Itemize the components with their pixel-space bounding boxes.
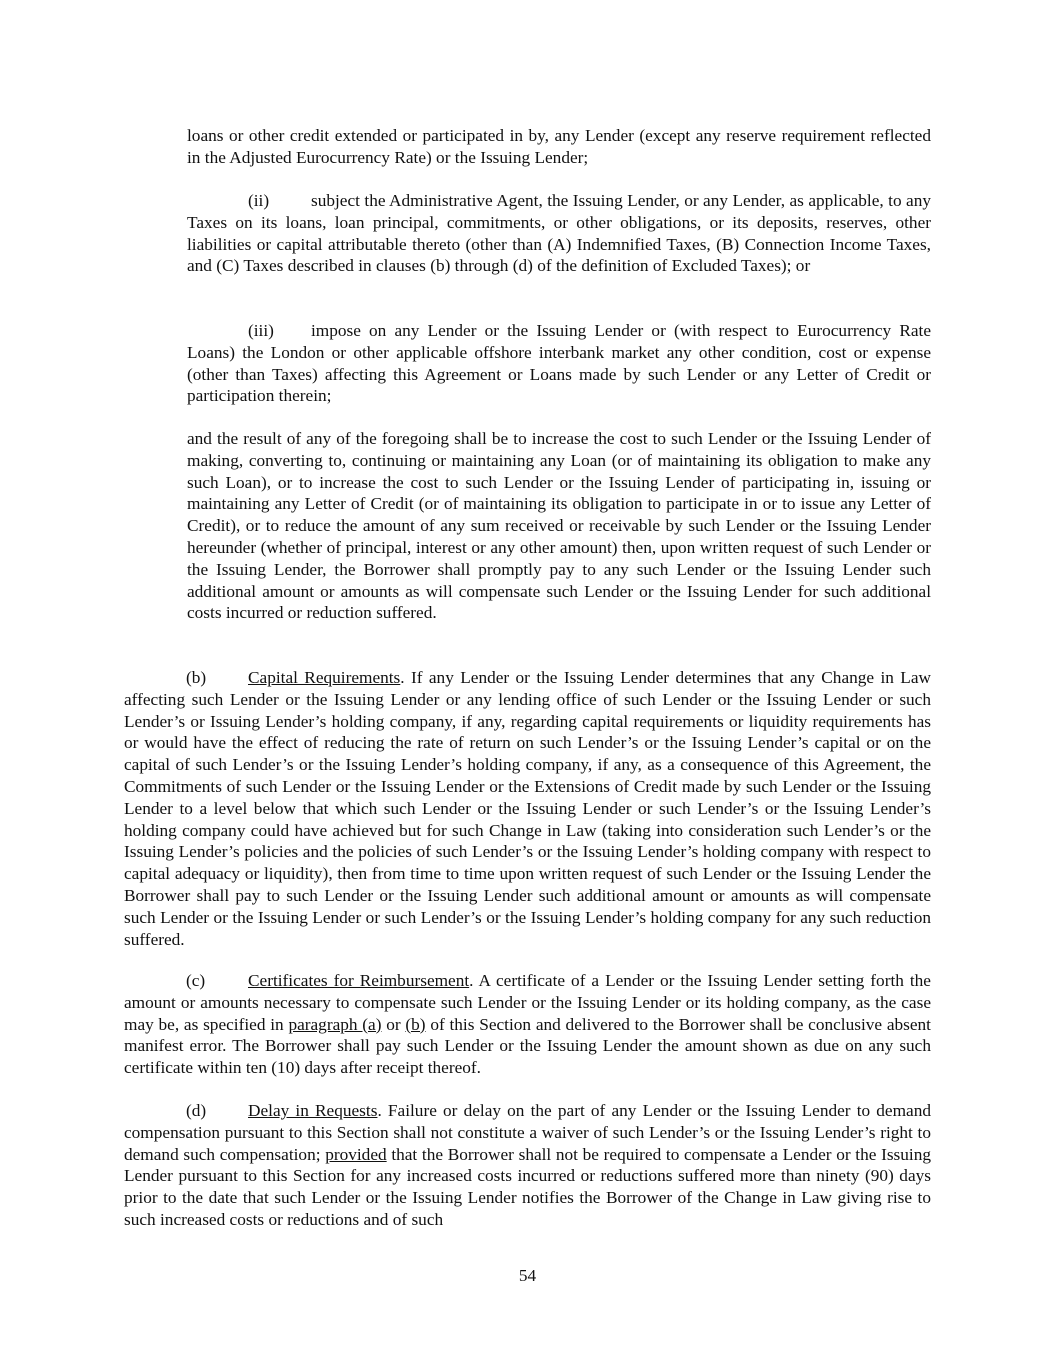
- paragraph-continuation: loans or other credit extended or participated in by, any Lender (except any reserve requirement reflected in the Adjusted Eurocurrency Rate) or the Issuing Lender;: [187, 126, 931, 167]
- clause-ii-label: (ii): [248, 191, 270, 210]
- clause-iii-label: (iii): [248, 321, 274, 340]
- clause-ii-text: subject the Administrative Agent, the Issuing Lender, or any Lender, as applicable, to any Taxes on its loans, loan principal, commitments, or other obligations, or its deposits, reserves, other liabilities or capital attributable thereto (other than (A) Indemnified Taxes, (B) Connection Income Taxes, and (C) Taxes described in clauses (b) through (d) of the definition of Excluded Taxes); or: [187, 191, 931, 276]
- section-d-label: (d): [186, 1101, 207, 1120]
- section-d-heading: Delay in Requests: [248, 1101, 378, 1120]
- section-c-text-1: . A certificate of a Lender or the Issuing Lender setting forth the amount or amounts necessary to compensate such Lender or the Issuing Lender or its holding company, as the case may be, as specified in: [124, 971, 931, 1034]
- section-c-text-3: of this Section and delivered to the Borrower shall be conclusive absent manifest error. The Borrower shall pay such Lender or the Issuing Lender the amount shown as due on any such certificate within ten (10) days after receipt thereof.: [124, 1014, 931, 1078]
- clause-iii: [187, 320, 931, 407]
- paragraph-a-link[interactable]: paragraph (a): [288, 1014, 382, 1034]
- section-c-text-2: or: [381, 1014, 406, 1034]
- section-b-text: . If any Lender or the Issuing Lender determines that any Change in Law affecting such Lender or the Issuing Lender or any lending office of such Lender or the Issuing Lender or such Lender’s or Issuing Lender’s holding company, if any, regarding capital requirements or liquidity requirements has or would have the effect of reducing the rate of return on such Lender’s or the Issuing Lender’s capital or on the capital of such Lender’s or the Issuing Lender’s holding company, if any, as a consequence of this Agreement, the Commitments of such Lender or the Issuing Lender or the Extensions of Credit made by such Lender or the Issuing Lender to a level below that which such Lender or the Issuing Lender or such Lender’s or the Issuing Lender’s holding company could have achieved but for such Change in Law (taking into consideration such Lender’s or the Issuing Lender’s policies and the policies of such Lender’s or the Issuing Lender’s holding company with respect to capital adequacy or liquidity), then from time to time upon written request of such Lender or the Issuing Lender the Borrower shall pay to such Lender or the Issuing Lender such additional amount or amounts as will compensate such Lender or the Issuing Lender or such Lender’s or the Issuing Lender’s holding company for any such reduction suffered.: [124, 668, 931, 949]
- section-c-heading: Certificates for Reimbursement: [248, 971, 470, 990]
- provided-term: provided: [325, 1144, 387, 1164]
- result-paragraph: and the result of any of the foregoing shall be to increase the cost to such Lender or the Issuing Lender of making, converting to, continuing or maintaining any Loan (or of maintaining its obligation to make any such Loan), or to increase the cost to such Lender or the Issuing Lender of participating in, issuing or maintaining any Letter of Credit (or of maintaining its obligation to participate in or to issue any Letter of Credit), or to reduce the amount of any sum received or receivable by such Lender or the Issuing Lender hereunder (whether of principal, interest or any other amount) then, upon written request of such Lender or the Issuing Lender, the Borrower shall promptly pay to any such Lender or the Issuing Lender such additional amount or amounts as will compensate such Lender or the Issuing Lender for such additional costs incurred or reduction suffered.: [187, 429, 931, 623]
- section-d-text-1: . Failure or delay on the part of any Lender or the Issuing Lender to demand compensation pursuant to this Section shall not constitute a waiver of such Lender’s or the Issuing Lender’s right to demand such compensation;: [124, 1101, 931, 1164]
- clause-iii-text: impose on any Lender or the Issuing Lender or (with respect to Eurocurrency Rate Loans) the London or other applicable offshore interbank market any other condition, cost or expense (other than Taxes) affecting this Agreement or Loans made by such Lender or any Letter of Credit or participation therein;: [187, 321, 931, 406]
- section-d-text-2: that the Borrower shall not be required to compensate a Lender or the Issuing Lender pursuant to this Section for any increased costs incurred or reductions suffered more than ninety (90) days prior to the date that such Lender or the Issuing Lender notifies the Borrower of the Change in Law giving rise to such increased costs or reductions and of such: [124, 1144, 931, 1229]
- section-c-label: (c): [186, 971, 206, 990]
- clause-ii: [187, 190, 931, 277]
- section-d: [124, 1100, 931, 1231]
- paragraph-b-link[interactable]: (b): [405, 1014, 426, 1034]
- page-number: 54: [518, 1266, 537, 1285]
- section-b-heading: Capital Requirements: [248, 668, 401, 687]
- section-b-label: (b): [186, 668, 207, 687]
- section-c: [124, 970, 931, 1079]
- section-b: [124, 667, 931, 950]
